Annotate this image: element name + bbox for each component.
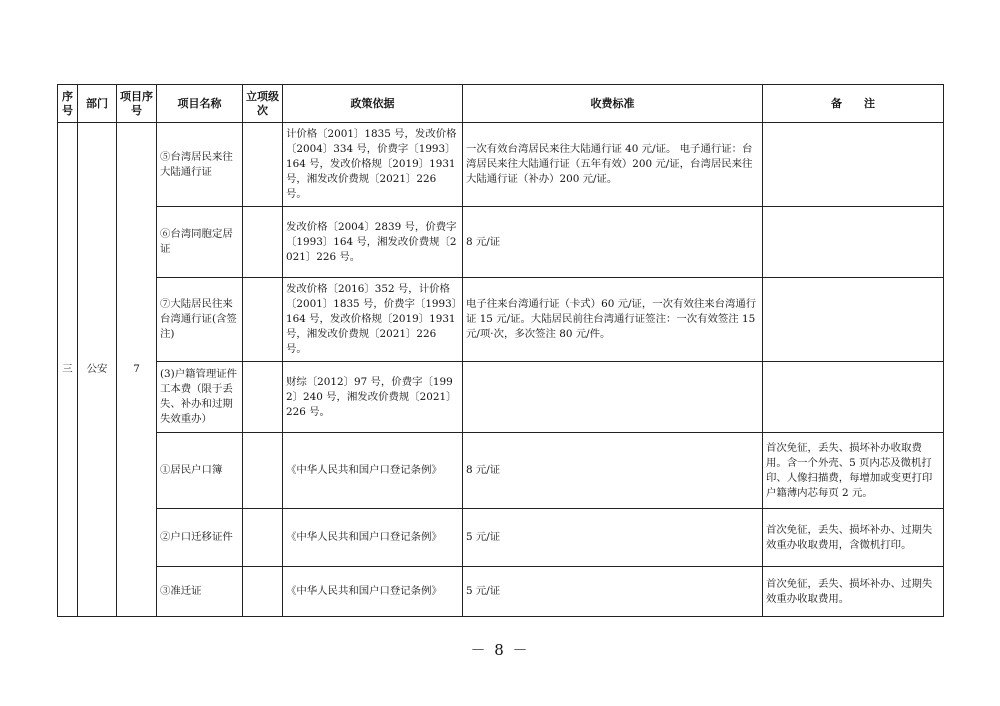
header-seq: 序号 xyxy=(58,85,78,123)
fee-cell: 电子往来台湾通行证（卡式）60 元/证，一次有效往来台湾通行证 15 元/证。大陆居民前往台湾通行证签注：一次有效签注 15 元/项·次，多次签注 80 元/件。 xyxy=(463,278,763,362)
fee-cell: 5 元/证 xyxy=(463,567,763,617)
table-row xyxy=(58,123,944,207)
item-name-cell: ①居民户口簿 xyxy=(157,433,243,509)
fee-cell: 8 元/证 xyxy=(463,207,763,278)
table-row xyxy=(58,433,944,509)
remark-cell: 首次免征，丢失、损坏补办收取费用。含一个外壳、5 页内芯及微机打印、人像扫描费，每增加或变更打印户籍薄内芯每页 2 元。 xyxy=(763,433,944,509)
policy-cell: 发改价格〔2004〕2839 号，价费字〔1993〕164 号，湘发改价费规〔2021〕226 号。 xyxy=(283,207,463,278)
fee-cell: 5 元/证 xyxy=(463,509,763,567)
item-name-cell: ⑤台湾居民来往大陆通行证 xyxy=(157,123,243,207)
table-row xyxy=(58,567,944,617)
approval-level-cell xyxy=(243,362,283,433)
fee-cell: 一次有效台湾居民来往大陆通行证 40 元/证。 电子通行证：台湾居民来往大陆通行证（五年有效）200 元/证，台湾居民来往大陆通行证（补办）200 元/证。 xyxy=(463,123,763,207)
item-name-cell: (3)户籍管理证件工本费（限于丢失、补办和过期失效重办） xyxy=(157,362,243,433)
remark-cell: 首次免征，丢失、损坏补办、过期失效重办收取费用，含微机打印。 xyxy=(763,509,944,567)
approval-level-cell xyxy=(243,207,283,278)
item-name-cell: ③准迁证 xyxy=(157,567,243,617)
table-header-row xyxy=(58,85,944,123)
remark-cell xyxy=(763,362,944,433)
approval-level-cell xyxy=(243,123,283,207)
header-item-seq: 项目序号 xyxy=(117,85,157,123)
header-approval-level: 立项级次 xyxy=(243,85,283,123)
fee-table xyxy=(57,84,944,617)
page-number: － 8 － xyxy=(470,641,530,659)
fee-cell xyxy=(463,362,763,433)
table-row xyxy=(58,362,944,433)
item-name-cell: ⑥台湾同胞定居证 xyxy=(157,207,243,278)
group-dept-cell: 公安 xyxy=(78,123,117,617)
remark-cell xyxy=(763,278,944,362)
item-name-cell: ②户口迁移证件 xyxy=(157,509,243,567)
approval-level-cell xyxy=(243,509,283,567)
fee-cell: 8 元/证 xyxy=(463,433,763,509)
header-policy: 政策依据 xyxy=(283,85,463,123)
policy-cell: 财综〔2012〕97 号，价费字〔1992〕240 号，湘发改价费规〔2021〕226 号。 xyxy=(283,362,463,433)
table-row xyxy=(58,207,944,278)
approval-level-cell xyxy=(243,433,283,509)
group-item-seq-cell: 7 xyxy=(117,123,157,617)
remark-cell: 首次免征，丢失、损坏补办、过期失效重办收取费用。 xyxy=(763,567,944,617)
group-seq-cell: 三 xyxy=(58,123,78,617)
policy-cell: 《中华人民共和国户口登记条例》 xyxy=(283,509,463,567)
policy-cell: 计价格〔2001〕1835 号，发改价格〔2004〕334 号，价费字〔1993〕164 号，发改价格规〔2019〕1931 号，湘发改价费规〔2021〕226 号。 xyxy=(283,123,463,207)
header-remarks: 备 注 xyxy=(763,85,944,123)
header-item-name: 项目名称 xyxy=(157,85,243,123)
header-fee-standard: 收费标准 xyxy=(463,85,763,123)
item-name-cell: ⑦大陆居民往来台湾通行证(含签注) xyxy=(157,278,243,362)
table-row xyxy=(58,509,944,567)
remark-cell xyxy=(763,123,944,207)
header-dept: 部门 xyxy=(78,85,117,123)
table-row xyxy=(58,278,944,362)
policy-cell: 《中华人民共和国户口登记条例》 xyxy=(283,567,463,617)
policy-cell: 《中华人民共和国户口登记条例》 xyxy=(283,433,463,509)
policy-cell: 发改价格〔2016〕352 号，计价格〔2001〕1835 号，价费字〔1993〕164 号，发改价格规〔2019〕1931 号，湘发改价费规〔2021〕226 号。 xyxy=(283,278,463,362)
approval-level-cell xyxy=(243,567,283,617)
approval-level-cell xyxy=(243,278,283,362)
remark-cell xyxy=(763,207,944,278)
